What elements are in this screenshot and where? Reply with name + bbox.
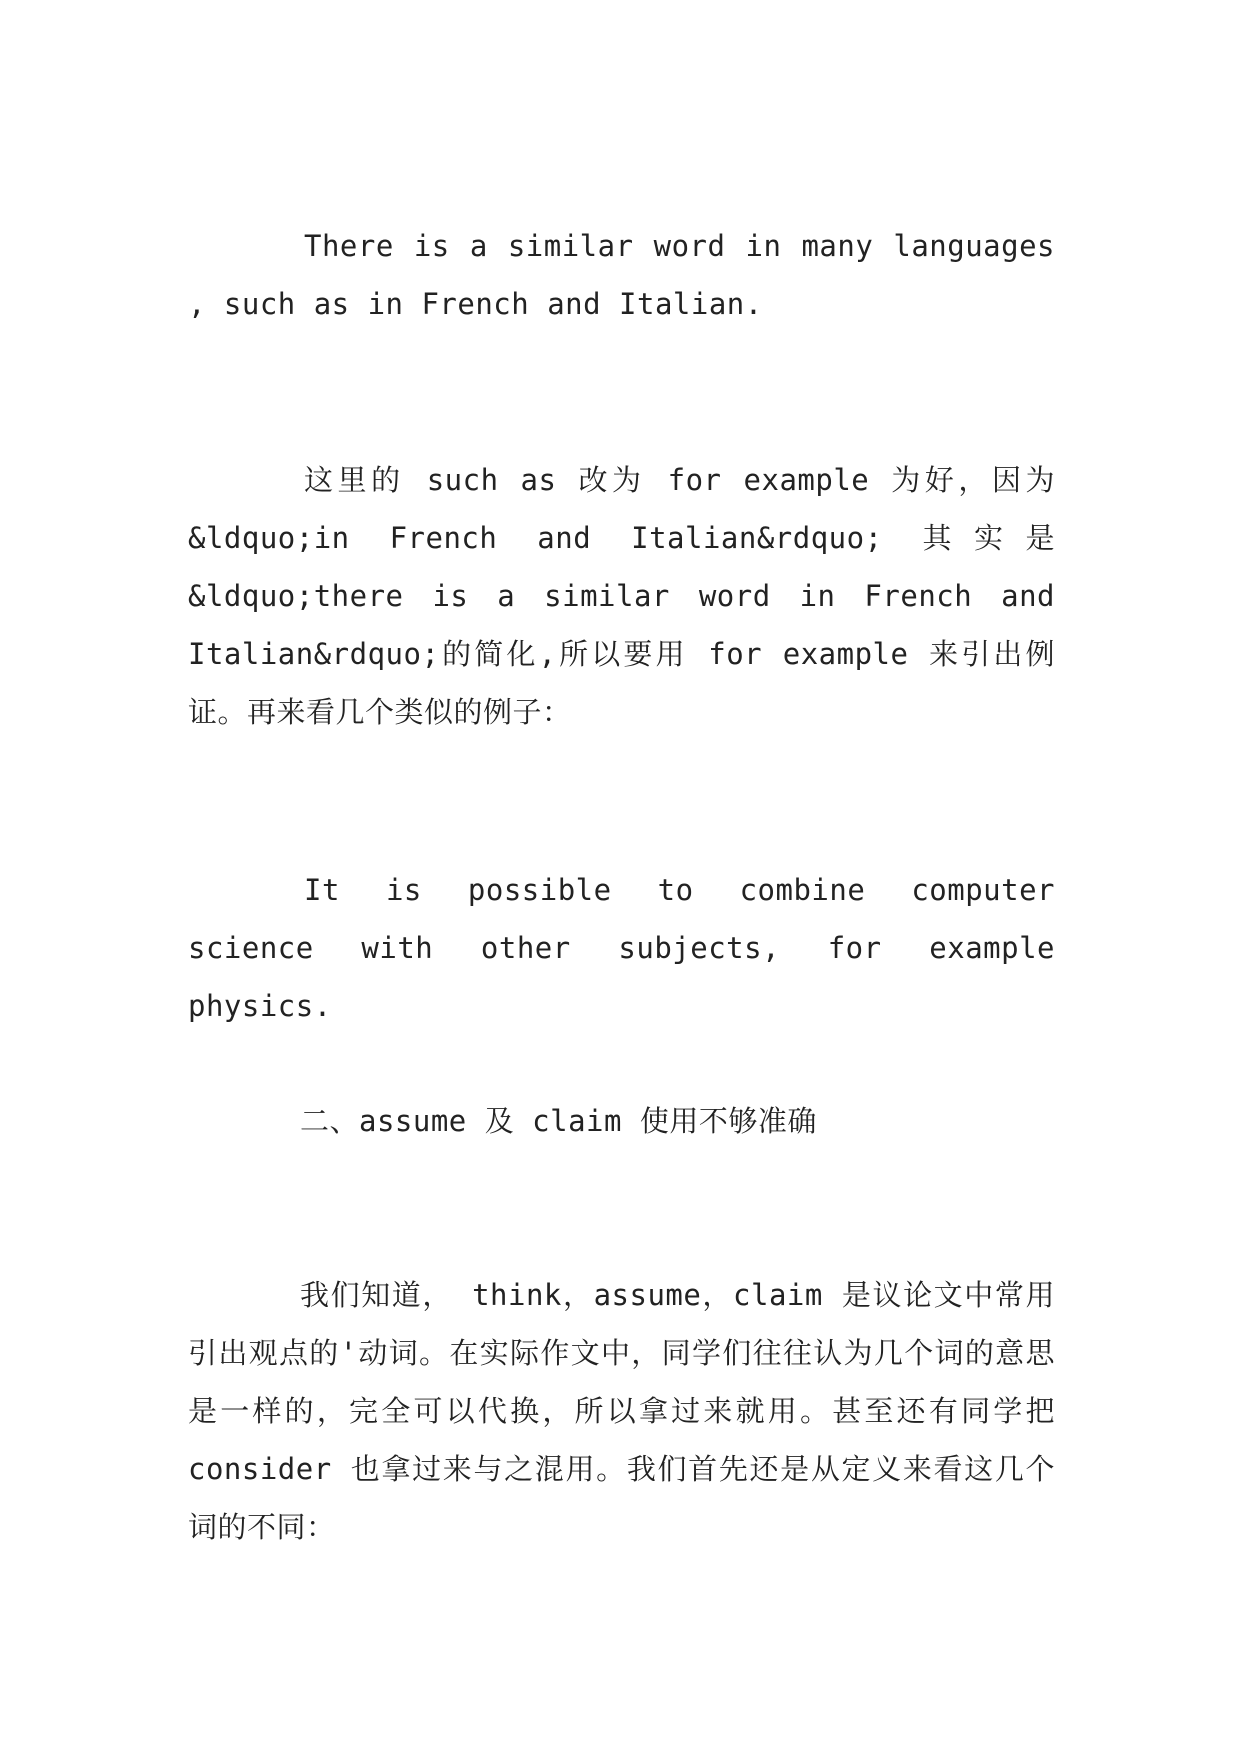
paragraph-explanation: 这里的 such as 改为 for example 为好，因为 &ldquo;in French and Italian&rdquo; 其实是 &ldquo;there is a similar word in French and Italian&rdquo;的简化,所以要用 for example 来引出例证。再来看几个类似的例子：: [188, 463, 1055, 729]
paragraph-body: 我们知道， think，assume，claim 是议论文中常用引出观点的'动词。在实际作文中，同学们往往认为几个词的意思是一样的，完全可以代换，所以拿过来就用。甚至还有同学把 consider 也拿过来与之混用。我们首先还是从定义来看这几个词的不同：: [188, 1278, 1055, 1544]
section-heading: 二、assume 及 claim 使用不够准确: [300, 1104, 817, 1138]
paragraph-example-sentence-2: It is possible to combine computer science with other subjects, for example physics.: [188, 873, 1055, 1023]
paragraph-example-sentence-1: There is a similar word in many languages , such as in French and Italian.: [188, 229, 1055, 321]
